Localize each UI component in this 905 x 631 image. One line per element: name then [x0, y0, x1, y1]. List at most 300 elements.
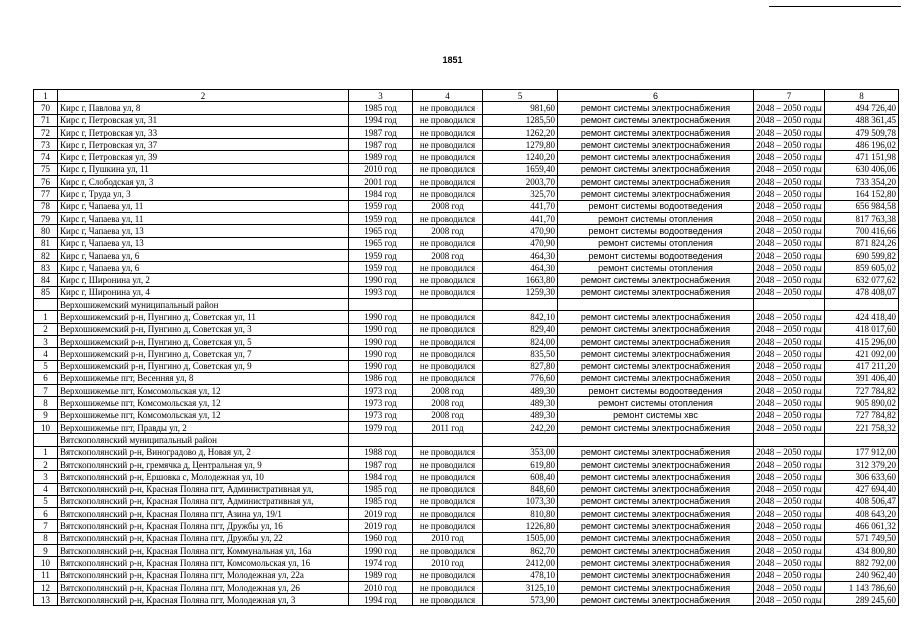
repair-type-cell: ремонт системы электроснабжения	[558, 311, 754, 323]
area-cell: 619,80	[483, 458, 558, 470]
table-row	[34, 422, 899, 434]
year-built-cell: 1990 год	[349, 323, 413, 335]
area-cell: 1279,80	[483, 139, 558, 151]
repair-type-cell: ремонт системы электроснабжения	[558, 139, 754, 151]
table-row	[34, 581, 899, 593]
empty-cell	[825, 434, 899, 446]
cost-cell: 571 749,50	[825, 532, 899, 544]
cost-cell: 727 784,82	[825, 409, 899, 421]
last-repair-year-cell: 2008 год	[413, 385, 483, 397]
last-repair-year-cell: не проводился	[413, 495, 483, 507]
repair-type-cell: ремонт системы отопления	[558, 262, 754, 274]
cost-cell: 488 361,45	[825, 114, 899, 126]
table-row	[34, 446, 899, 458]
empty-cell	[413, 434, 483, 446]
area-cell: 824,00	[483, 335, 558, 347]
cost-cell: 427 694,40	[825, 483, 899, 495]
repair-type-cell: ремонт системы электроснабжения	[558, 594, 754, 606]
repair-type-cell: ремонт системы электроснабжения	[558, 471, 754, 483]
area-cell: 464,30	[483, 249, 558, 261]
cost-cell: 418 017,60	[825, 323, 899, 335]
row-number-cell: 85	[34, 286, 58, 298]
row-number-cell: 6	[34, 372, 58, 384]
table-row	[34, 262, 899, 274]
repair-type-cell: ремонт системы электроснабжения	[558, 458, 754, 470]
year-built-cell: 2010 год	[349, 163, 413, 175]
repair-period-cell: 2048 – 2050 годы	[754, 286, 825, 298]
last-repair-year-cell: не проводился	[413, 176, 483, 188]
last-repair-year-cell: не проводился	[413, 483, 483, 495]
area-cell: 829,40	[483, 323, 558, 335]
row-number-cell: 77	[34, 188, 58, 200]
section-header-row	[34, 299, 899, 311]
empty-cell	[558, 299, 754, 311]
table-row	[34, 335, 899, 347]
section-title: Вятскополянский муниципальный район	[58, 434, 349, 446]
year-built-cell: 1959 год	[349, 262, 413, 274]
table-row	[34, 274, 899, 286]
table-row	[34, 557, 899, 569]
repair-period-cell: 2048 – 2050 годы	[754, 544, 825, 556]
repair-period-cell: 2048 – 2050 годы	[754, 200, 825, 212]
row-number-cell: 12	[34, 581, 58, 593]
empty-cell	[825, 299, 899, 311]
year-built-cell: 1984 год	[349, 471, 413, 483]
year-built-cell: 1987 год	[349, 126, 413, 138]
table-row	[34, 102, 899, 114]
cost-cell: 905 890,02	[825, 397, 899, 409]
cost-cell: 882 792,00	[825, 557, 899, 569]
year-built-cell: 1990 год	[349, 311, 413, 323]
last-repair-year-cell: не проводился	[413, 544, 483, 556]
row-number-cell: 1	[34, 311, 58, 323]
row-number-cell: 80	[34, 225, 58, 237]
repair-period-cell: 2048 – 2050 годы	[754, 422, 825, 434]
table-row	[34, 126, 899, 138]
last-repair-year-cell: не проводился	[413, 581, 483, 593]
year-built-cell: 2010 год	[349, 581, 413, 593]
table-body	[34, 90, 899, 606]
section-number-cell	[34, 434, 58, 446]
year-built-cell: 1960 год	[349, 532, 413, 544]
column-header: 8	[825, 90, 899, 102]
repair-type-cell: ремонт системы электроснабжения	[558, 176, 754, 188]
repair-type-cell: ремонт системы электроснабжения	[558, 495, 754, 507]
address-cell: Кирс г, Чапаева ул, 11	[58, 212, 349, 224]
area-cell: 1505,00	[483, 532, 558, 544]
year-built-cell: 1974 год	[349, 557, 413, 569]
row-number-cell: 4	[34, 348, 58, 360]
repair-type-cell: ремонт системы электроснабжения	[558, 581, 754, 593]
area-cell: 489,30	[483, 397, 558, 409]
repair-period-cell: 2048 – 2050 годы	[754, 139, 825, 151]
address-cell: Вятскополянский р-н, Красная Поляна пгт, Молодежная ул, 26	[58, 581, 349, 593]
section-header-row	[34, 434, 899, 446]
area-cell: 489,30	[483, 409, 558, 421]
row-number-cell: 84	[34, 274, 58, 286]
area-cell: 848,60	[483, 483, 558, 495]
cost-cell: 417 211,20	[825, 360, 899, 372]
year-built-cell: 1990 год	[349, 348, 413, 360]
row-number-cell: 3	[34, 335, 58, 347]
area-cell: 608,40	[483, 471, 558, 483]
repair-type-cell: ремонт системы водоотведения	[558, 200, 754, 212]
last-repair-year-cell: не проводился	[413, 471, 483, 483]
repair-type-cell: ремонт системы электроснабжения	[558, 532, 754, 544]
table-row	[34, 176, 899, 188]
cost-cell: 408 643,20	[825, 508, 899, 520]
repair-type-cell: ремонт системы водоотведения	[558, 385, 754, 397]
area-cell: 1262,20	[483, 126, 558, 138]
year-built-cell: 1987 год	[349, 458, 413, 470]
address-cell: Кирс г, Чапаева ул, 6	[58, 249, 349, 261]
repair-type-cell: ремонт системы отопления	[558, 397, 754, 409]
address-cell: Кирс г, Чапаева ул, 13	[58, 225, 349, 237]
last-repair-year-cell: не проводился	[413, 102, 483, 114]
section-number-cell	[34, 299, 58, 311]
page-number: 1851	[442, 55, 463, 65]
cost-cell: 471 151,98	[825, 151, 899, 163]
row-number-cell: 13	[34, 594, 58, 606]
cost-cell: 1 143 786,60	[825, 581, 899, 593]
table-row	[34, 397, 899, 409]
cost-cell: 690 599,82	[825, 249, 899, 261]
repair-period-cell: 2048 – 2050 годы	[754, 102, 825, 114]
last-repair-year-cell: не проводился	[413, 569, 483, 581]
cost-cell: 421 092,00	[825, 348, 899, 360]
cost-cell: 632 077,62	[825, 274, 899, 286]
year-built-cell: 1990 год	[349, 360, 413, 372]
year-built-cell: 2019 год	[349, 520, 413, 532]
row-number-cell: 73	[34, 139, 58, 151]
cost-cell: 240 962,40	[825, 569, 899, 581]
cost-cell: 486 196,02	[825, 139, 899, 151]
address-cell: Верхошижемье пгт, Комсомольская ул, 12	[58, 397, 349, 409]
year-built-cell: 1979 год	[349, 422, 413, 434]
address-cell: Кирс г, Чапаева ул, 13	[58, 237, 349, 249]
empty-cell	[483, 299, 558, 311]
table-row	[34, 532, 899, 544]
year-built-cell: 1988 год	[349, 446, 413, 458]
last-repair-year-cell: не проводился	[413, 237, 483, 249]
section-title: Верхошижемский муниципальный район	[58, 299, 349, 311]
empty-cell	[349, 299, 413, 311]
area-cell: 2412,00	[483, 557, 558, 569]
year-built-cell: 1989 год	[349, 151, 413, 163]
repair-period-cell: 2048 – 2050 годы	[754, 249, 825, 261]
row-number-cell: 7	[34, 385, 58, 397]
repair-period-cell: 2048 – 2050 годы	[754, 225, 825, 237]
year-built-cell: 1973 год	[349, 409, 413, 421]
row-number-cell: 10	[34, 422, 58, 434]
repair-period-cell: 2048 – 2050 годы	[754, 471, 825, 483]
area-cell: 1663,80	[483, 274, 558, 286]
row-number-cell: 6	[34, 508, 58, 520]
table-row	[34, 471, 899, 483]
area-cell: 353,00	[483, 446, 558, 458]
repair-period-cell: 2048 – 2050 годы	[754, 446, 825, 458]
year-built-cell: 1973 год	[349, 385, 413, 397]
area-cell: 1226,80	[483, 520, 558, 532]
table-row	[34, 360, 899, 372]
address-cell: Кирс г, Чапаева ул, 6	[58, 262, 349, 274]
address-cell: Кирс г, Широнина ул, 2	[58, 274, 349, 286]
repair-period-cell: 2048 – 2050 годы	[754, 581, 825, 593]
address-cell: Верхошижемский р-н, Пунгино д, Советская ул, 3	[58, 323, 349, 335]
cost-cell: 478 408,07	[825, 286, 899, 298]
registry-table	[33, 89, 899, 606]
empty-cell	[558, 434, 754, 446]
cost-cell: 221 758,32	[825, 422, 899, 434]
cost-cell: 415 296,00	[825, 335, 899, 347]
area-cell: 470,90	[483, 237, 558, 249]
cost-cell: 871 824,26	[825, 237, 899, 249]
repair-type-cell: ремонт системы электроснабжения	[558, 163, 754, 175]
last-repair-year-cell: 2010 год	[413, 557, 483, 569]
year-built-cell: 1959 год	[349, 200, 413, 212]
table-row	[34, 323, 899, 335]
row-number-cell: 7	[34, 520, 58, 532]
row-number-cell: 10	[34, 557, 58, 569]
row-number-cell: 4	[34, 483, 58, 495]
table-row	[34, 348, 899, 360]
column-header: 2	[58, 90, 349, 102]
column-header: 4	[413, 90, 483, 102]
table-row	[34, 508, 899, 520]
last-repair-year-cell: не проводился	[413, 188, 483, 200]
repair-type-cell: ремонт системы электроснабжения	[558, 114, 754, 126]
empty-cell	[754, 434, 825, 446]
row-number-cell: 11	[34, 569, 58, 581]
address-cell: Вятскополянский р-н, Красная Поляна пгт, Азина ул, 19/1	[58, 508, 349, 520]
year-built-cell: 1985 год	[349, 102, 413, 114]
repair-period-cell: 2048 – 2050 годы	[754, 385, 825, 397]
table-row	[34, 483, 899, 495]
address-cell: Кирс г, Петровская ул, 31	[58, 114, 349, 126]
address-cell: Вятскополянский р-н, Ершовка с, Молодежная ул, 10	[58, 471, 349, 483]
area-cell: 810,80	[483, 508, 558, 520]
last-repair-year-cell: не проводился	[413, 274, 483, 286]
repair-type-cell: ремонт системы электроснабжения	[558, 102, 754, 114]
year-built-cell: 1994 год	[349, 594, 413, 606]
last-repair-year-cell: не проводился	[413, 212, 483, 224]
table-row	[34, 544, 899, 556]
address-cell: Верхошижемский р-н, Пунгино д, Советская ул, 7	[58, 348, 349, 360]
cost-cell: 466 061,32	[825, 520, 899, 532]
empty-cell	[483, 434, 558, 446]
table-row	[34, 249, 899, 261]
table-row	[34, 114, 899, 126]
row-number-cell: 8	[34, 397, 58, 409]
repair-type-cell: ремонт системы электроснабжения	[558, 348, 754, 360]
address-cell: Кирс г, Петровская ул, 33	[58, 126, 349, 138]
repair-type-cell: ремонт системы электроснабжения	[558, 126, 754, 138]
last-repair-year-cell: не проводился	[413, 372, 483, 384]
last-repair-year-cell: не проводился	[413, 594, 483, 606]
repair-period-cell: 2048 – 2050 годы	[754, 557, 825, 569]
area-cell: 441,70	[483, 200, 558, 212]
repair-period-cell: 2048 – 2050 годы	[754, 335, 825, 347]
year-built-cell: 1959 год	[349, 249, 413, 261]
column-header: 7	[754, 90, 825, 102]
row-number-cell: 8	[34, 532, 58, 544]
cost-cell: 630 406,06	[825, 163, 899, 175]
row-number-cell: 76	[34, 176, 58, 188]
last-repair-year-cell: не проводился	[413, 114, 483, 126]
table-row	[34, 286, 899, 298]
column-header: 6	[558, 90, 754, 102]
area-cell: 478,10	[483, 569, 558, 581]
year-built-cell: 1965 год	[349, 237, 413, 249]
last-repair-year-cell: 2008 год	[413, 397, 483, 409]
year-built-cell: 2019 год	[349, 508, 413, 520]
table-row	[34, 151, 899, 163]
area-cell: 441,70	[483, 212, 558, 224]
table-row	[34, 520, 899, 532]
last-repair-year-cell: не проводился	[413, 458, 483, 470]
area-cell: 573,90	[483, 594, 558, 606]
repair-type-cell: ремонт системы водоотведения	[558, 249, 754, 261]
table-row	[34, 458, 899, 470]
repair-period-cell: 2048 – 2050 годы	[754, 409, 825, 421]
year-built-cell: 1959 год	[349, 212, 413, 224]
last-repair-year-cell: не проводился	[413, 126, 483, 138]
repair-period-cell: 2048 – 2050 годы	[754, 360, 825, 372]
row-number-cell: 2	[34, 458, 58, 470]
cost-cell: 656 984,58	[825, 200, 899, 212]
address-cell: Кирс г, Петровская ул, 37	[58, 139, 349, 151]
year-built-cell: 1984 год	[349, 188, 413, 200]
last-repair-year-cell: не проводился	[413, 348, 483, 360]
last-repair-year-cell: не проводился	[413, 163, 483, 175]
cost-cell: 479 509,78	[825, 126, 899, 138]
address-cell: Вятскополянский р-н, Красная Поляна пгт, Административная ул,	[58, 483, 349, 495]
row-number-cell: 1	[34, 446, 58, 458]
column-header: 1	[34, 90, 58, 102]
repair-type-cell: ремонт системы электроснабжения	[558, 557, 754, 569]
address-cell: Вятскополянский р-н, Красная Поляна пгт, Коммунальная ул, 16а	[58, 544, 349, 556]
repair-period-cell: 2048 – 2050 годы	[754, 520, 825, 532]
address-cell: Верхошижемье пгт, Правды ул, 2	[58, 422, 349, 434]
last-repair-year-cell: не проводился	[413, 262, 483, 274]
repair-type-cell: ремонт системы электроснабжения	[558, 286, 754, 298]
row-number-cell: 9	[34, 409, 58, 421]
address-cell: Вятскополянский р-н, гремячка д, Центральная ул, 9	[58, 458, 349, 470]
cost-cell: 289 245,60	[825, 594, 899, 606]
repair-period-cell: 2048 – 2050 годы	[754, 397, 825, 409]
repair-type-cell: ремонт системы электроснабжения	[558, 335, 754, 347]
row-number-cell: 83	[34, 262, 58, 274]
table-row	[34, 311, 899, 323]
year-built-cell: 2001 год	[349, 176, 413, 188]
address-cell: Верхошижемье пгт, Комсомольская ул, 12	[58, 409, 349, 421]
address-cell: Кирс г, Слободская ул, 3	[58, 176, 349, 188]
last-repair-year-cell: не проводился	[413, 335, 483, 347]
last-repair-year-cell: не проводился	[413, 151, 483, 163]
address-cell: Вятскополянский р-н, Виноградово д, Новая ул, 2	[58, 446, 349, 458]
cost-cell: 312 379,20	[825, 458, 899, 470]
address-cell: Кирс г, Чапаева ул, 11	[58, 200, 349, 212]
cost-cell: 424 418,40	[825, 311, 899, 323]
repair-period-cell: 2048 – 2050 годы	[754, 458, 825, 470]
table-row	[34, 495, 899, 507]
address-cell: Верхошижемский р-н, Пунгино д, Советская ул, 5	[58, 335, 349, 347]
year-built-cell: 1985 год	[349, 495, 413, 507]
address-cell: Кирс г, Петровская ул, 39	[58, 151, 349, 163]
table-row	[34, 385, 899, 397]
repair-period-cell: 2048 – 2050 годы	[754, 508, 825, 520]
row-number-cell: 72	[34, 126, 58, 138]
address-cell: Вятскополянский р-н, Красная Поляна пгт, Дружбы ул, 16	[58, 520, 349, 532]
repair-type-cell: ремонт системы электроснабжения	[558, 422, 754, 434]
cost-cell: 733 354,20	[825, 176, 899, 188]
row-number-cell: 81	[34, 237, 58, 249]
last-repair-year-cell: 2008 год	[413, 409, 483, 421]
repair-period-cell: 2048 – 2050 годы	[754, 483, 825, 495]
last-repair-year-cell: не проводился	[413, 286, 483, 298]
table-row	[34, 237, 899, 249]
cost-cell: 177 912,00	[825, 446, 899, 458]
table-row	[34, 212, 899, 224]
area-cell: 1259,30	[483, 286, 558, 298]
cost-cell: 391 406,40	[825, 372, 899, 384]
area-cell: 1285,50	[483, 114, 558, 126]
repair-period-cell: 2048 – 2050 годы	[754, 372, 825, 384]
repair-type-cell: ремонт системы отопления	[558, 212, 754, 224]
area-cell: 835,50	[483, 348, 558, 360]
area-cell: 776,60	[483, 372, 558, 384]
year-built-cell: 1994 год	[349, 114, 413, 126]
repair-type-cell: ремонт системы электроснабжения	[558, 323, 754, 335]
empty-cell	[754, 299, 825, 311]
year-built-cell: 1986 год	[349, 372, 413, 384]
repair-period-cell: 2048 – 2050 годы	[754, 188, 825, 200]
table-row	[34, 188, 899, 200]
table-row	[34, 409, 899, 421]
cost-cell: 494 726,40	[825, 102, 899, 114]
address-cell: Кирс г, Пушкина ул, 11	[58, 163, 349, 175]
repair-type-cell: ремонт системы электроснабжения	[558, 274, 754, 286]
row-number-cell: 2	[34, 323, 58, 335]
top-rule	[769, 6, 901, 7]
column-header: 5	[483, 90, 558, 102]
last-repair-year-cell: не проводился	[413, 520, 483, 532]
cost-cell: 700 416,66	[825, 225, 899, 237]
table-row	[34, 569, 899, 581]
area-cell: 862,70	[483, 544, 558, 556]
row-number-cell: 82	[34, 249, 58, 261]
table-row	[34, 594, 899, 606]
empty-cell	[349, 434, 413, 446]
repair-type-cell: ремонт системы отопления	[558, 237, 754, 249]
row-number-cell: 5	[34, 360, 58, 372]
repair-period-cell: 2048 – 2050 годы	[754, 348, 825, 360]
area-cell: 325,70	[483, 188, 558, 200]
area-cell: 842,10	[483, 311, 558, 323]
address-cell: Вятскополянский р-н, Красная Поляна пгт, Административная ул,	[58, 495, 349, 507]
last-repair-year-cell: 2011 год	[413, 422, 483, 434]
last-repair-year-cell: 2008 год	[413, 225, 483, 237]
repair-period-cell: 2048 – 2050 годы	[754, 176, 825, 188]
year-built-cell: 1973 год	[349, 397, 413, 409]
address-cell: Вятскополянский р-н, Красная Поляна пгт, Дружбы ул, 22	[58, 532, 349, 544]
column-header-row	[34, 90, 899, 102]
row-number-cell: 74	[34, 151, 58, 163]
repair-period-cell: 2048 – 2050 годы	[754, 163, 825, 175]
last-repair-year-cell: не проводился	[413, 323, 483, 335]
address-cell: Верхошижемский р-н, Пунгино д, Советская ул, 9	[58, 360, 349, 372]
column-header: 3	[349, 90, 413, 102]
